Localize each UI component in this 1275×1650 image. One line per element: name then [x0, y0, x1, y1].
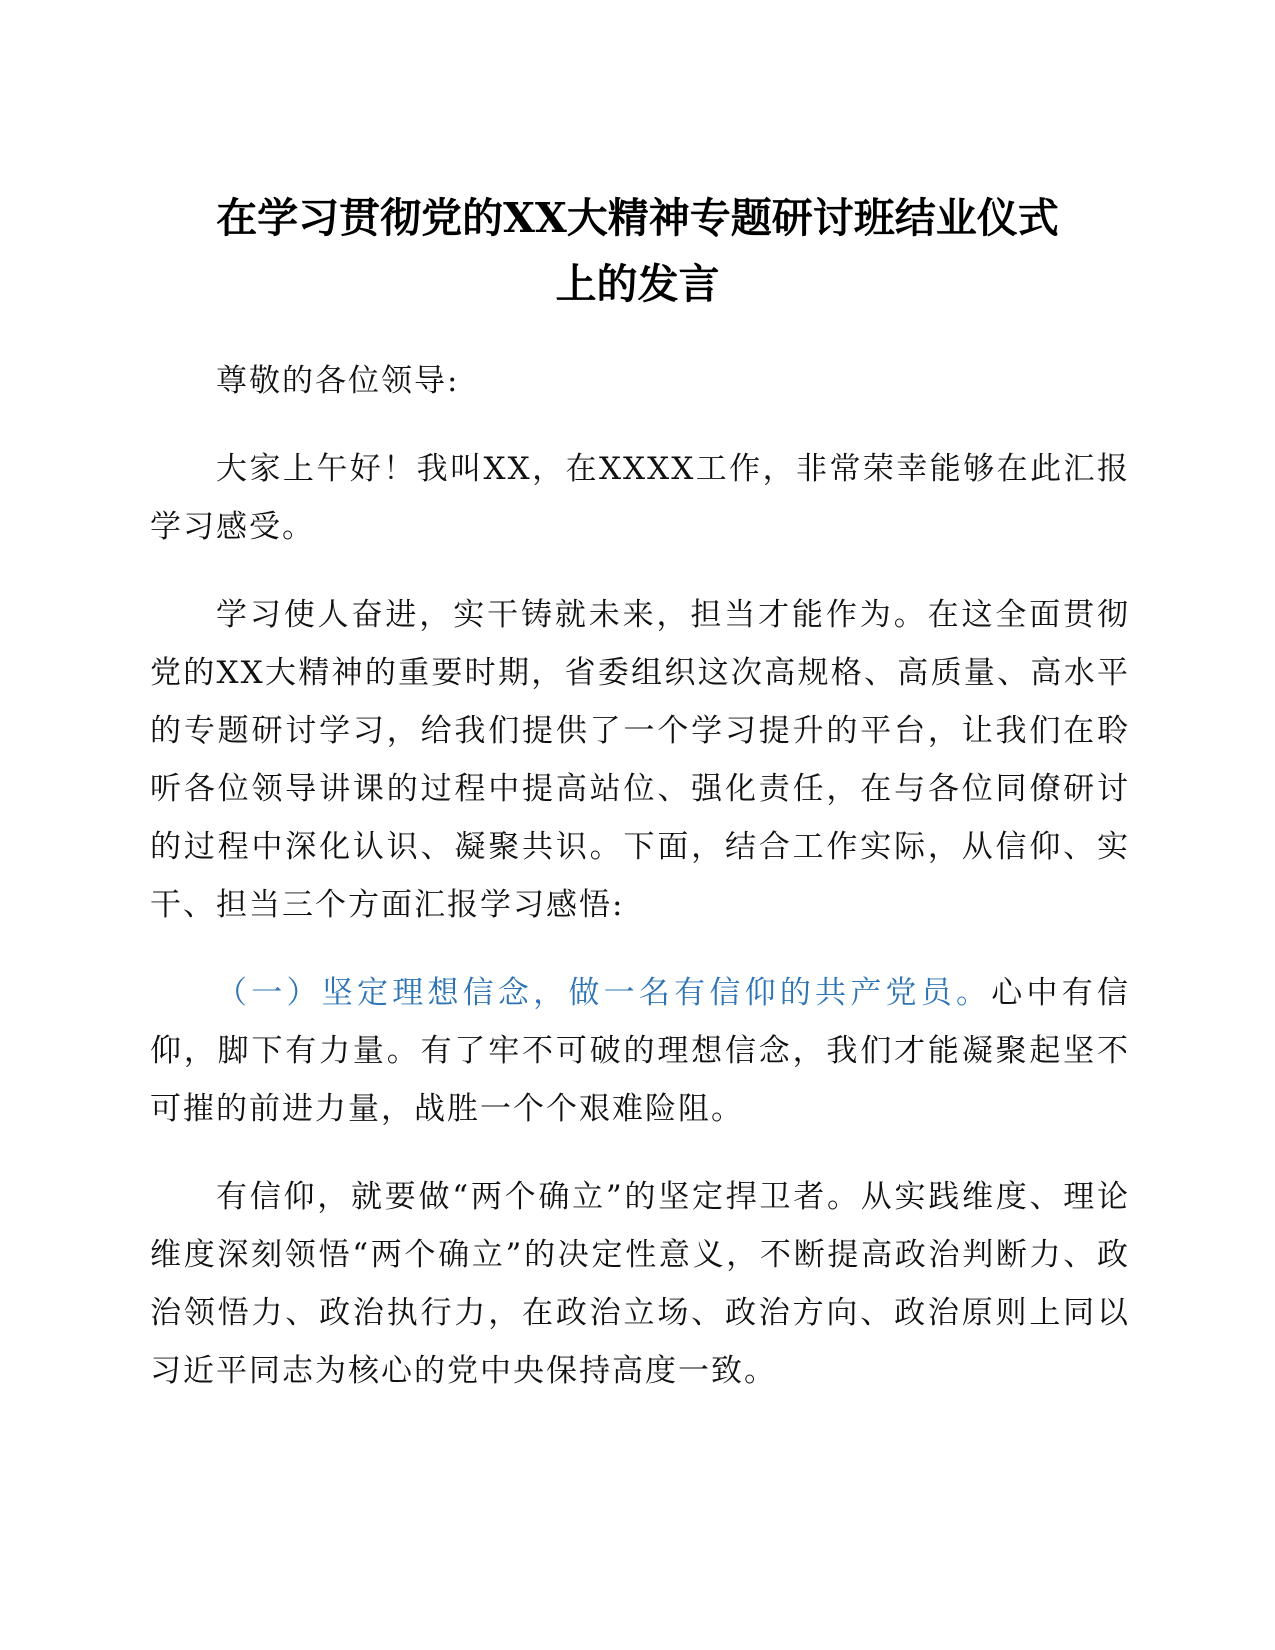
document-title [140, 185, 1135, 317]
section-1-heading: （一）坚定理想信念，做一名有信仰的共产党员。 [216, 975, 992, 1011]
section-1-text: 心中有信仰，脚下有力量。有了牢不可破的理想信念，我们才能凝聚起坚不可摧的前进力量，战胜一个个艰难险阻。 [150, 975, 1131, 1127]
section-1-paragraph [150, 964, 1130, 1138]
paragraph-introduction: 学习使人奋进，实干铸就未来，担当才能作为。在这全面贯彻党的XX大精神的重要时期，省委组织这次高规格、高质量、高水平的专题研讨学习，给我们提供了一个学习提升的平台，让我们在聆听各位领导讲课的过程中提高站位、强化责任，在与各位同僚研讨的过程中深化认识、凝聚共识。下面，结合工作实际，从信仰、实干、担当三个方面汇报学习感悟: [150, 597, 1130, 923]
title-line-2: 上的发言 [555, 260, 720, 308]
title-line-1: 在学习贯彻党的XX大精神专题研讨班结业仪式 [216, 194, 1059, 242]
paragraph-two-establishments: 有信仰，就要做“两个确立”的坚定捍卫者。从实践维度、理论维度深刻领悟“两个确立”的决定性意义，不断提高政治判断力、政治领悟力、政治执行力，在政治立场、政治方向、政治原则上同以习近平同志为核心的党中央保持高度一致。 [150, 1179, 1130, 1389]
document-body [150, 352, 1130, 1430]
paragraph-greeting: 大家上午好！我叫XX，在XXXX工作，非常荣幸能够在此汇报学习感受。 [150, 451, 1130, 545]
salutation: 尊敬的各位领导: [216, 363, 460, 399]
